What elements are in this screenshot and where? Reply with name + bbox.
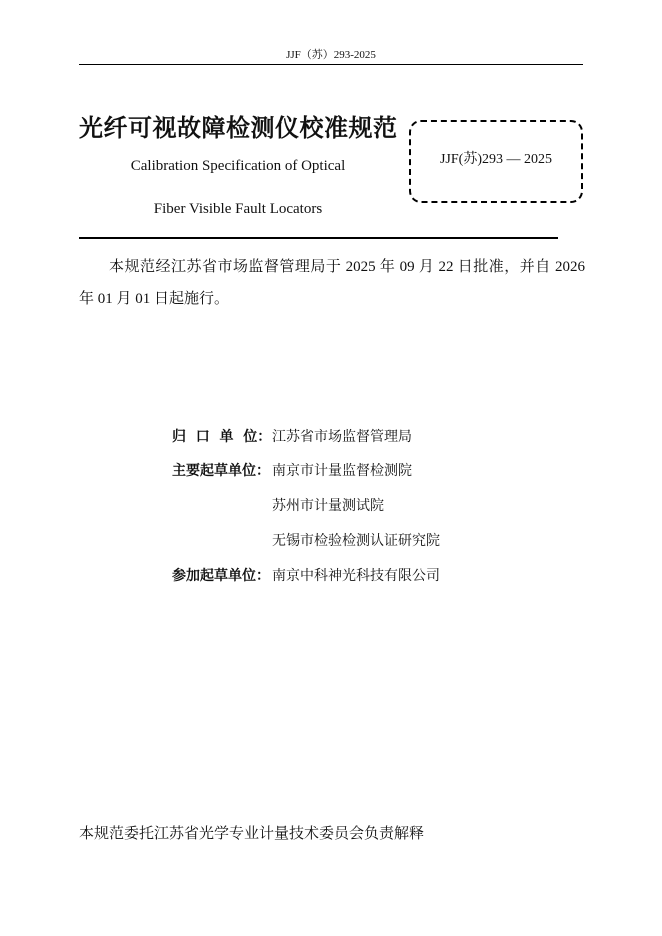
title-chinese: 光纤可视故障检测仪校准规范 — [79, 114, 398, 142]
participating-drafting-row — [172, 565, 440, 585]
main-drafting-unit: 南京市计量监督检测院 — [272, 463, 412, 479]
title-english-line1: Calibration Specification of Optical — [130, 158, 346, 174]
standard-code: JJF(苏)293 — 2025 — [439, 152, 552, 167]
header-divider — [79, 64, 583, 65]
main-drafting-unit: 无锡市检验检测认证研究院 — [272, 533, 440, 549]
participating-drafting-label: 参加起草单位： — [172, 568, 270, 584]
responsible-unit-value: 江苏省市场监督管理局 — [272, 429, 412, 445]
document-header-code: JJF（苏）293-2025 — [286, 49, 376, 61]
main-drafting-row — [172, 460, 412, 480]
standard-code-box — [409, 120, 583, 203]
responsible-unit-label: 归 口 单 位： — [172, 429, 272, 445]
interpretation-note: 本规范委托江苏省光学专业计量技术委员会负责解释 — [79, 824, 425, 842]
title-divider — [79, 237, 558, 239]
main-drafting-row — [172, 530, 440, 550]
responsible-unit-row — [172, 426, 412, 446]
participating-drafting-value: 南京中科神光科技有限公司 — [272, 568, 440, 584]
main-drafting-unit: 苏州市计量测试院 — [272, 498, 384, 514]
approval-statement: 本规范经江苏省市场监督管理局于 2025 年 09 月 22 日批准，并自 2026 年 01 月 01 日起施行。 — [79, 259, 585, 307]
title-english-line2: Fiber Visible Fault Locators — [153, 201, 323, 217]
main-drafting-label: 主要起草单位： — [172, 463, 270, 479]
main-drafting-row — [172, 495, 384, 515]
